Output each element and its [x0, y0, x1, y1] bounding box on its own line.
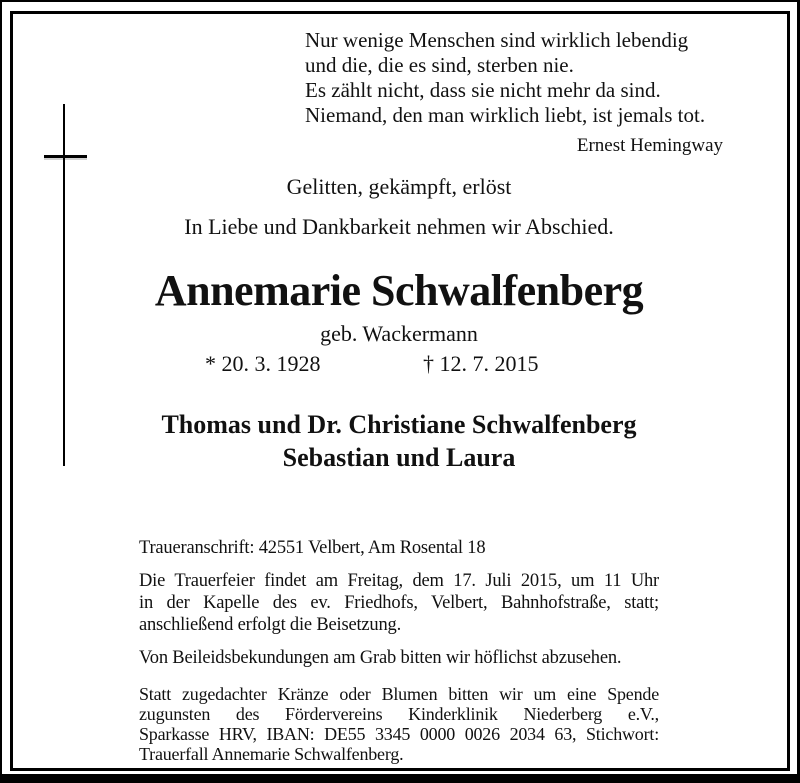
mourners-line-2: Sebastian und Laura — [282, 443, 516, 472]
donation-line: Statt zugedachter Kränze oder Blumen bitten wir um eine Spende — [139, 684, 659, 704]
intro-line: In Liebe und Dankbarkeit nehmen wir Abschied. — [184, 214, 614, 239]
funeral-details — [139, 570, 659, 636]
donation-line: Trauerfall Annemarie Schwalfenberg. — [139, 744, 404, 764]
poem-line: und die, die es sind, sterben nie. — [305, 53, 574, 77]
condolence-note: Von Beileidsbekundungen am Grab bitten wir höflichst abzusehen. — [139, 648, 622, 668]
life-dates — [139, 351, 659, 381]
funeral-details-line: in der Kapelle des ev. Friedhofs, Velbert, Bahnhofstraße, statt; — [139, 593, 659, 613]
poem-line: Nur wenige Menschen sind wirklich lebendig — [305, 28, 689, 52]
poem-attribution: Ernest Hemingway — [576, 135, 723, 156]
cross-horizontal-bar — [44, 155, 87, 158]
mourners-block — [139, 408, 659, 474]
deceased-name: Annemarie Schwalfenberg — [154, 266, 644, 315]
mourners-line-1: Thomas und Dr. Christiane Schwalfenberg — [161, 410, 637, 439]
maiden-name: geb. Wackermann — [320, 321, 478, 346]
donation-request — [139, 684, 659, 764]
donation-line: Sparkasse HRV, IBAN: DE55 3345 0000 0026 2034 63, Stichwort: — [139, 724, 659, 744]
poem-line: Niemand, den man wirklich liebt, ist jemals tot. — [305, 103, 706, 127]
donation-line: zugunsten des Fördervereins Kinderklinik Niederberg e.V., — [139, 704, 659, 724]
funeral-address: Traueranschrift: 42551 Velbert, Am Rosental 18 — [139, 538, 486, 558]
obituary-frame — [10, 11, 790, 771]
death-date: † 12. 7. 2015 — [423, 351, 539, 376]
poem-block — [305, 28, 723, 158]
epitaph-line: Gelitten, gekämpft, erlöst — [286, 174, 512, 199]
funeral-details-line: Die Trauerfeier findet am Freitag, dem 17. Juli 2015, um 11 Uhr — [139, 571, 659, 591]
cross-vertical-bar — [63, 104, 65, 466]
birth-date: * 20. 3. 1928 — [205, 351, 321, 376]
funeral-details-line: anschließend erfolgt die Beisetzung. — [139, 615, 401, 635]
poem-line: Es zählt nicht, dass sie nicht mehr da sind. — [305, 78, 661, 102]
